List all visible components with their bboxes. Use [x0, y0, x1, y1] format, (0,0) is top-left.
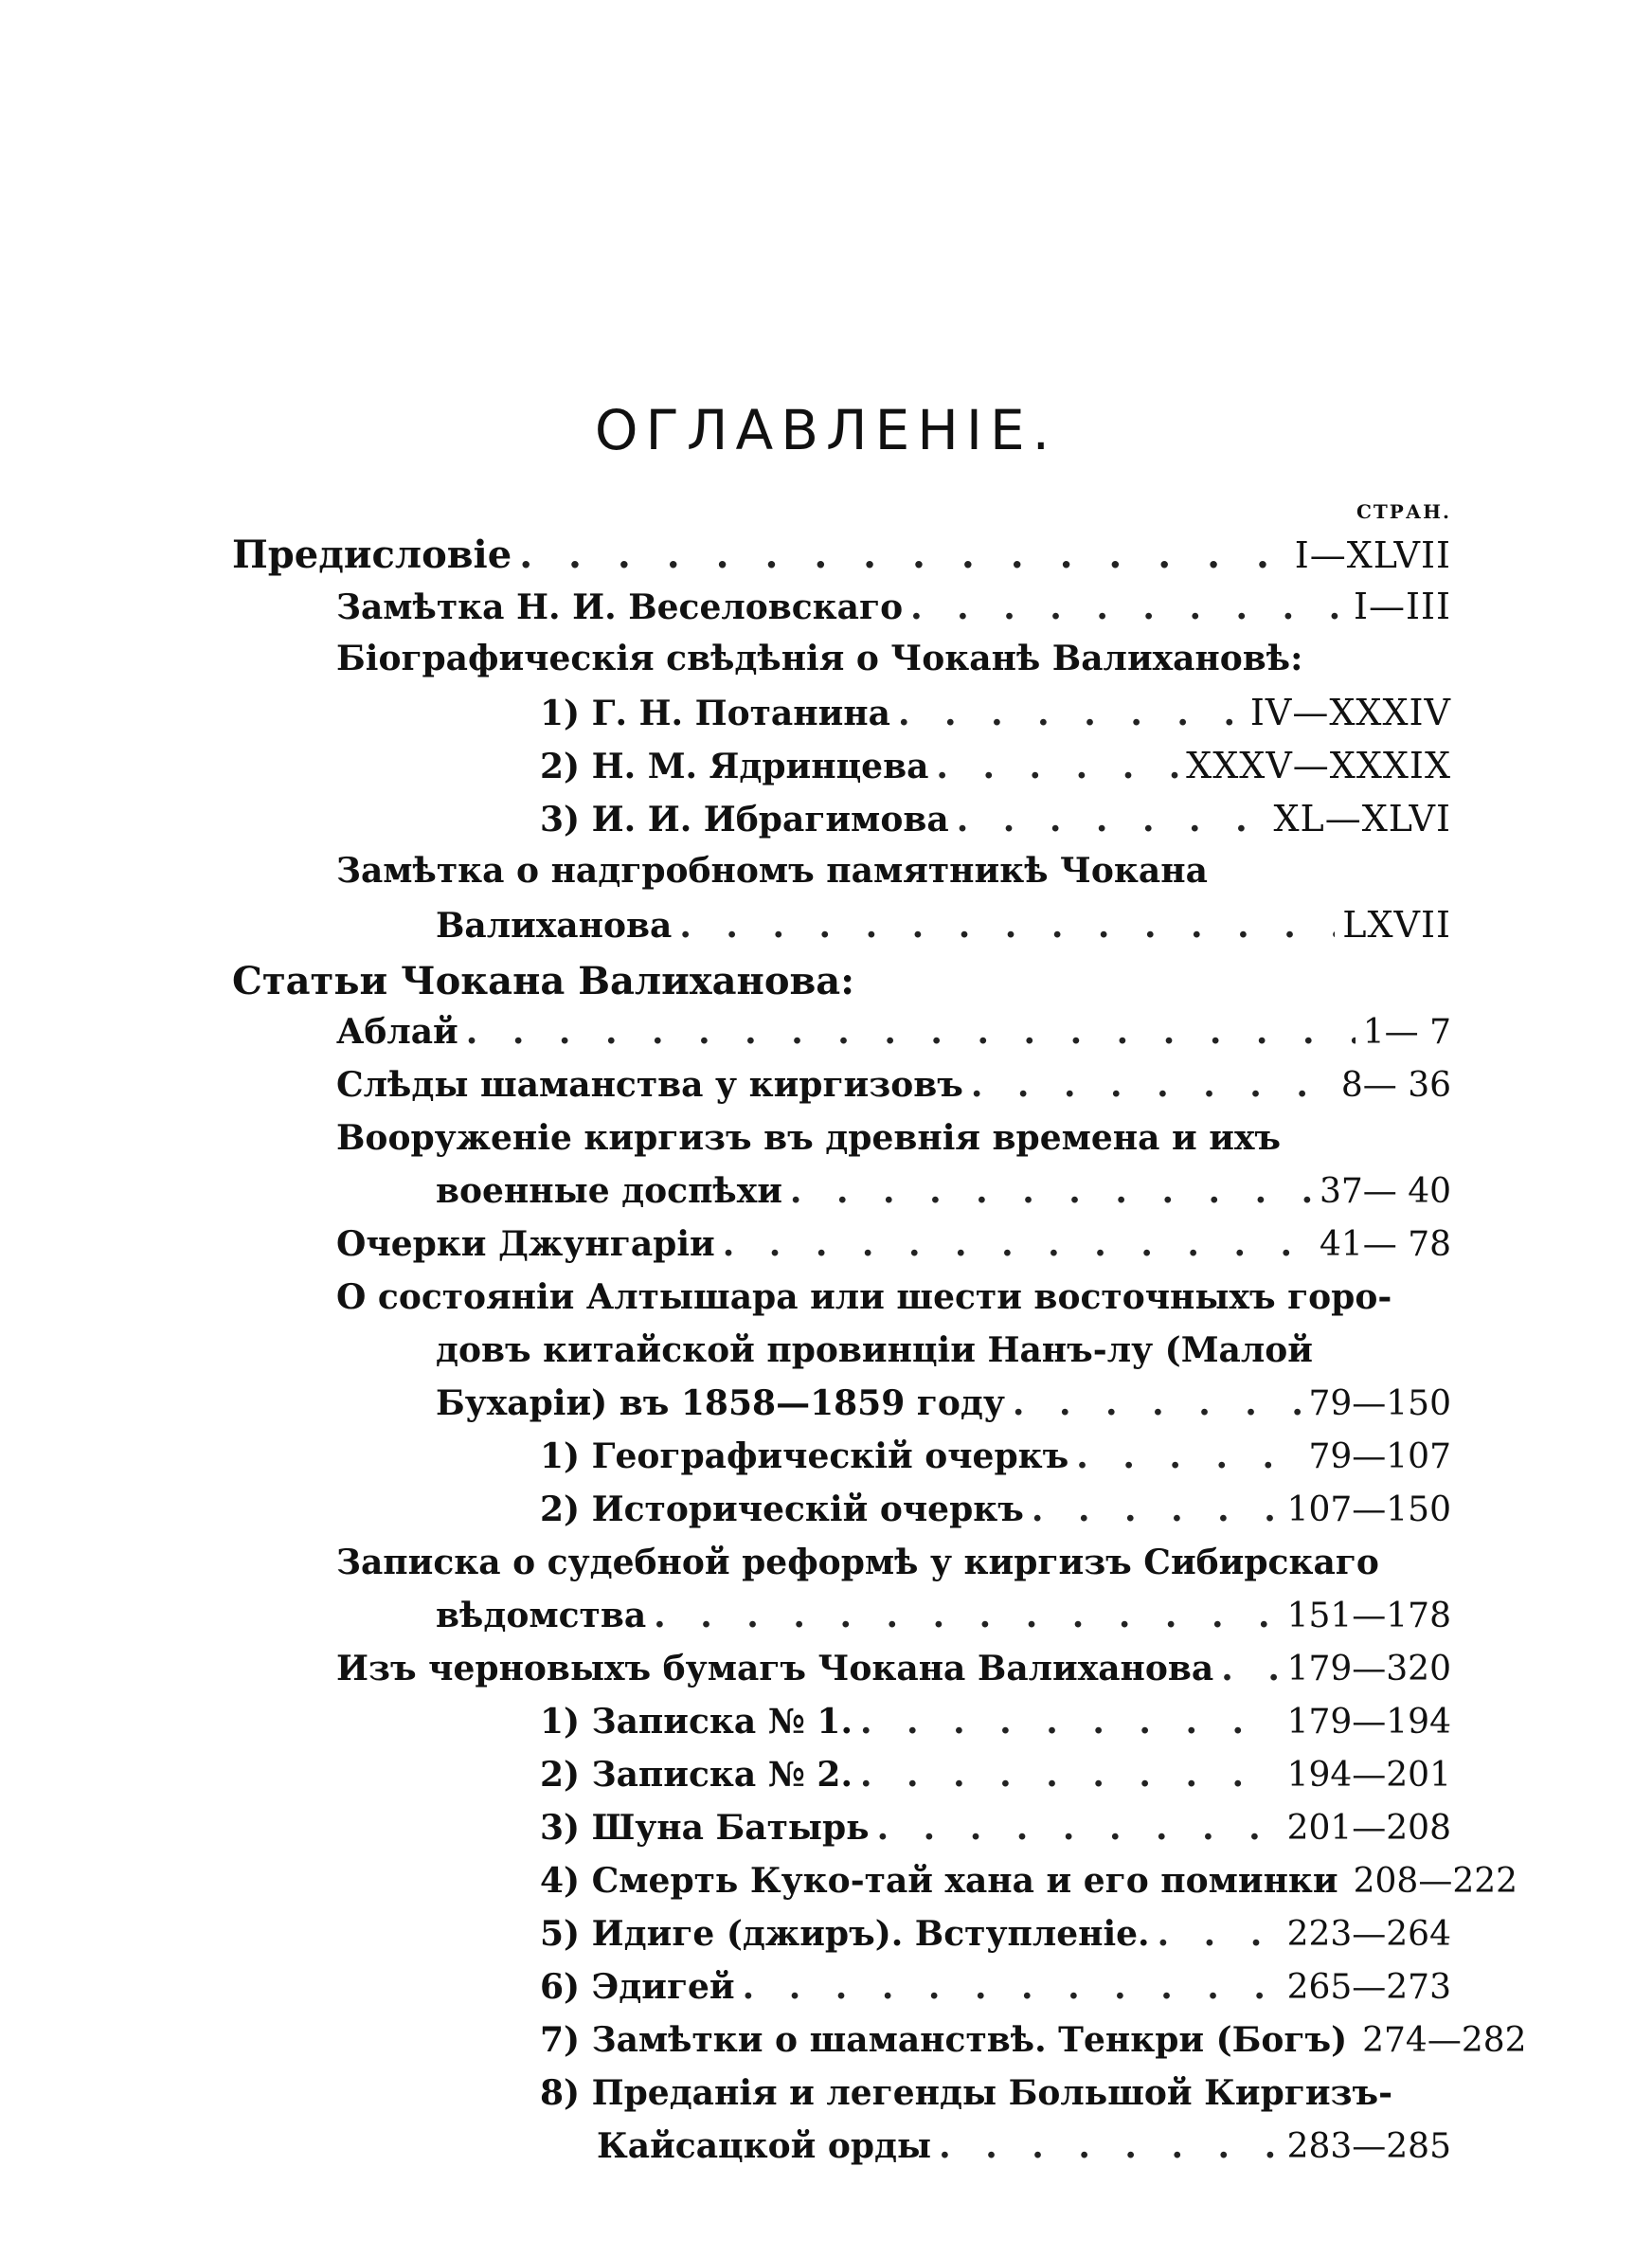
toc-entry: [540, 1490, 1451, 1541]
entry-page: I—III: [1353, 586, 1451, 627]
leader-dots: [860, 1755, 1280, 1795]
entry-text: довъ китайской провинціи Нанъ-лу (Малой: [436, 1330, 1313, 1370]
leader-dots: [860, 1702, 1280, 1742]
leader-dots: [939, 2126, 1279, 2166]
toc-entry: [336, 851, 1451, 902]
entry-page: 179—320: [1286, 1650, 1451, 1688]
entry-text: Статьи Чокана Валиханова:: [232, 959, 854, 1003]
leader-dots: [679, 906, 1335, 946]
entry-text: вѣдомства: [436, 1596, 647, 1635]
entry-text: 6) Эдигей: [540, 1967, 735, 2007]
entry-page: 107—150: [1286, 1490, 1451, 1529]
entry-text: 1) Географическій очеркъ: [540, 1436, 1069, 1476]
leader-dots: [1013, 1383, 1302, 1423]
entry-page: 179—194: [1286, 1703, 1451, 1742]
entry-page: 265—273: [1286, 1968, 1451, 2007]
toc-entry: [336, 1118, 1451, 1169]
entry-text: Записка о судебной реформѣ у киргизъ Сибирскаго: [336, 1543, 1379, 1582]
toc-entry: [336, 1277, 1451, 1328]
entry-text: Слѣды шаманства у киргизовъ: [336, 1065, 963, 1105]
toc-entry-preface: [232, 533, 1451, 584]
toc-entry: [540, 798, 1451, 849]
leader-dots: [971, 1065, 1334, 1105]
toc-entry: [436, 1171, 1451, 1222]
entry-text: Замѣтка Н. И. Веселовскаго: [336, 587, 904, 627]
toc-entry: [540, 692, 1451, 743]
entry-text: Біографическія свѣдѣнія о Чоканѣ Валихановѣ:: [336, 639, 1303, 678]
toc-entry: [336, 1543, 1451, 1594]
toc-section-heading: [232, 959, 1451, 1010]
entry-text: 2) Записка № 2.: [540, 1755, 853, 1795]
entry-text: 3) И. И. Ибрагимова: [540, 800, 949, 840]
toc-entry: [336, 1012, 1451, 1063]
toc-entry: [436, 1330, 1451, 1381]
leader-dots: [654, 1596, 1279, 1635]
leader-dots: [936, 747, 1178, 786]
entry-text: 7) Замѣтки о шаманствѣ. Тенкри (Богъ): [540, 2020, 1348, 2060]
leader-dots: [1032, 1490, 1280, 1529]
entry-text: Валиханова: [436, 906, 673, 946]
toc-entry: [336, 639, 1451, 690]
entry-page: 37— 40: [1319, 1172, 1451, 1211]
pages-column-label: СТРАН.: [1356, 500, 1451, 523]
entry-text: Замѣтка о надгробномъ памятникѣ Чокана: [336, 851, 1208, 891]
toc-entry: [540, 1861, 1518, 1912]
toc-entry: [336, 1065, 1451, 1116]
entry-text: Бухаріи) въ 1858—1859 году: [436, 1383, 1005, 1423]
entry-text: О состояніи Алтышара или шести восточныхъ горо-: [336, 1277, 1392, 1317]
entry-page: IV—XXXIV: [1249, 692, 1451, 733]
entry-page: XL—XLVI: [1273, 798, 1451, 840]
toc-entry: [436, 1383, 1451, 1435]
leader-dots: [519, 533, 1287, 577]
entry-page: 1— 7: [1362, 1013, 1451, 1052]
toc-entry: [540, 1967, 1451, 2018]
toc-entry: [540, 1436, 1451, 1488]
entry-page: 41— 78: [1319, 1225, 1451, 1264]
entry-text: 1) Записка № 1.: [540, 1702, 853, 1742]
entry-page: I—XLVII: [1294, 534, 1451, 576]
entry-text: Кайсацкой орды: [597, 2126, 932, 2166]
entry-page: 8— 36: [1340, 1066, 1451, 1105]
entry-page: 79—107: [1308, 1437, 1451, 1476]
leader-dots: [898, 694, 1243, 733]
entry-page: 208—222: [1353, 1862, 1518, 1901]
toc-entry: [540, 745, 1451, 796]
entry-page: 274—282: [1362, 2021, 1527, 2060]
leader-dots: [743, 1967, 1280, 2007]
entry-text: 4) Смерть Куко-тай хана и его поминки: [540, 1861, 1338, 1901]
leader-dots: [1221, 1649, 1279, 1688]
entry-text: 3) Шуна Батырь: [540, 1808, 870, 1848]
entry-text: 8) Преданія и легенды Большой Киргизъ-: [540, 2073, 1393, 2113]
toc-entry: [540, 1702, 1451, 1753]
leader-dots: [723, 1224, 1312, 1264]
toc-entry: [540, 1755, 1451, 1806]
entry-page: 283—285: [1286, 2127, 1451, 2166]
page-title: ОГЛАВЛЕНІЕ.: [594, 398, 1058, 462]
leader-dots: [466, 1012, 1356, 1052]
leader-dots: [877, 1808, 1280, 1848]
toc-entry: [540, 2073, 1451, 2124]
entry-page: 201—208: [1286, 1809, 1451, 1848]
entry-text: Предисловіе: [232, 533, 512, 577]
entry-text: Аблай: [336, 1012, 458, 1052]
leader-dots: [1158, 1914, 1280, 1954]
entry-text: 2) Н. М. Ядринцева: [540, 747, 929, 786]
entry-page: 151—178: [1286, 1597, 1451, 1635]
leader-dots: [1076, 1436, 1301, 1476]
toc-entry: [540, 1914, 1451, 1965]
toc-entry: [336, 1224, 1451, 1275]
toc-entry: [336, 1649, 1451, 1700]
entry-text: Вооруженіе киргизъ въ древнія времена и ихъ: [336, 1118, 1282, 1158]
entry-text: Очерки Джунгаріи: [336, 1224, 715, 1264]
toc-entry: [436, 1596, 1451, 1647]
entry-text: 2) Историческій очеркъ: [540, 1490, 1024, 1529]
entry-page: 223—264: [1286, 1915, 1451, 1954]
toc-entry: [436, 904, 1451, 955]
leader-dots: [957, 800, 1266, 840]
entry-page: 79—150: [1308, 1384, 1451, 1423]
leader-dots: [790, 1171, 1312, 1211]
toc-entry: [540, 1808, 1451, 1859]
entry-text: военные доспѣхи: [436, 1171, 782, 1211]
entry-text: 1) Г. Н. Потанина: [540, 694, 890, 733]
leader-dots: [910, 587, 1346, 627]
entry-text: 5) Идиге (джиръ). Вступленіе.: [540, 1914, 1150, 1954]
entry-text: Изъ черновыхъ бумагъ Чокана Валиханова: [336, 1649, 1214, 1688]
entry-page: 194—201: [1286, 1756, 1451, 1795]
entry-page: LXVII: [1342, 904, 1451, 946]
toc-entry: [597, 2126, 1451, 2177]
entry-page: XXXV—XXXIX: [1186, 745, 1451, 786]
toc-entry: [336, 586, 1451, 637]
toc-entry: [540, 2020, 1527, 2071]
